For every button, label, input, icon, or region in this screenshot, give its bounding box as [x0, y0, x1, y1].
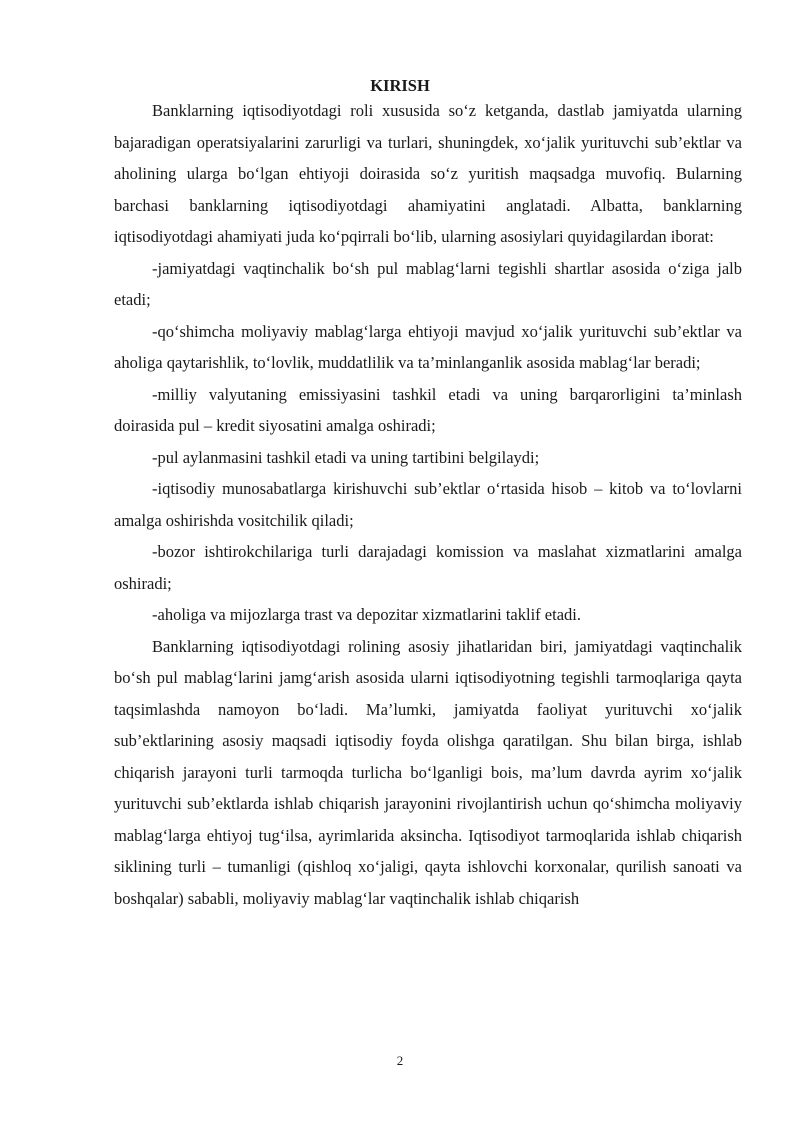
list-item: -jamiyatdagi vaqtinchalik bo‘sh pul mablag‘larni tegishli shartlar asosida o‘ziga jalb etadi; — [114, 258, 742, 309]
list-item: -milliy valyutaning emissiyasini tashkil etadi va uning barqarorligini ta’minlash doirasida pul – kredit siyosatini amalga oshiradi; — [114, 384, 742, 435]
paragraph-body: Banklarning iqtisodiyotdagi rolining asosiy jihatlaridan biri, jamiyatdagi vaqtinchalik bo‘sh pul mablag‘larini jamg‘arish asosida ularni iqtisodiyotning tegishli tarmoqlariga qayta taqsimlashda namoyon bo‘ladi. Ma’lumki, jamiyatda faoliyat yurituvchi xo‘jalik sub’ektlarining asosiy maqsadi iqtisodiy foyda olishga qaratilgan. Shu bilan birga, ishlab chiqarish jarayoni turli tarmoqda turlicha bo‘lganligi bois, ma’lum davrda ayrim xo‘jalik yurituvchi sub’ektlarda ishlab chiqarish jarayonini rivojlantirish uchun qo‘shimcha moliyaviy mablag‘larga ehtiyoj tug‘ilsa, ayrimlarida aksincha. Iqtisodiyot tarmoqlarida ishlab chiqarish siklining turli – tumanligi (qishloq xo‘jaligi, qayta ishlovchi korxonalar, qurilish sanoati va boshqalar) sababli, moliyaviy mablag‘lar vaqtinchalik ishlab chiqarish — [114, 636, 742, 908]
list-item: -bozor ishtirokchilariga turli darajadagi komission va maslahat xizmatlarini amalga oshiradi; — [114, 542, 742, 593]
list-item: -iqtisodiy munosabatlarga kirishuvchi sub’ektlar o‘rtasida hisob – kitob va to‘lovlarni amalga oshirishda vositchilik qiladi; — [114, 479, 742, 530]
document-body — [114, 95, 742, 914]
paragraph-intro: Banklarning iqtisodiyotdagi roli xususida so‘z ketganda, dastlab jamiyatda ularning bajaradigan operatsiyalarini zarurligi va turlari, shuningdek, xo‘jalik yurituvchi sub’ektlar va aholining ularga bo‘lgan ehtiyoji doirasida so‘z yuritish maqsadga muvofiq. Bularning barchasi banklarning iqtisodiyotdagi ahamiyatini anglatadi. Albatta, banklarning iqtisodiyotdagi ahamiyati juda ko‘pqirrali bo‘lib, ularning asosiylari quyidagilardan iborat: — [114, 101, 742, 246]
list-item: -aholiga va mijozlarga trast va depozitar xizmatlarini taklif etadi. — [152, 605, 581, 624]
list-item: -qo‘shimcha moliyaviy mablag‘larga ehtiyoji mavjud xo‘jalik yurituvchi sub’ektlar va aholiga qaytarishlik, to‘lovlik, muddatlilik va ta’minlanganlik asosida mablag‘lar beradi; — [114, 321, 742, 372]
page-number: 2 — [396, 1053, 404, 1068]
section-title: KIRISH — [370, 76, 430, 95]
list-item: -pul aylanmasini tashkil etadi va uning tartibini belgilaydi; — [152, 447, 540, 467]
